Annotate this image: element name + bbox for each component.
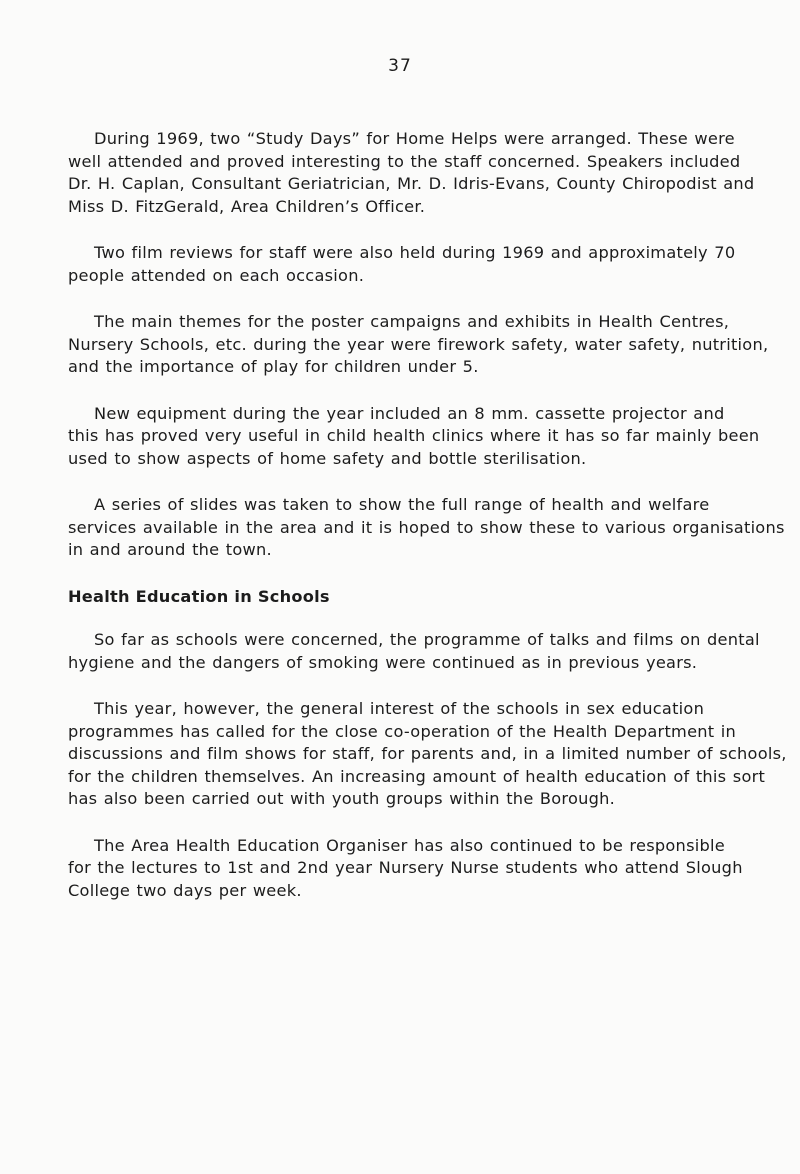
paragraph-film-reviews <box>68 242 773 287</box>
page-number: 37 <box>388 56 412 76</box>
paragraph-new-equipment <box>68 403 773 471</box>
paragraph-slides <box>68 494 785 562</box>
text-line: A series of slides was taken to show the full range of health and welfare <box>94 495 710 514</box>
text-line: This year, however, the general interest of the schools in sex education <box>94 699 705 718</box>
text-line: The Area Health Education Organiser has also continued to be responsible <box>94 835 725 855</box>
text-line: Miss D. FitzGerald, Area Children’s Officer. <box>68 196 426 216</box>
paragraph-group-intro <box>68 128 785 562</box>
text-line: programmes has called for the close co-operation of the Health Department in <box>68 721 737 741</box>
text-line: Dr. H. Caplan, Consultant Geriatrician, Mr. D. Idris-Evans, County Chiropodist and <box>68 174 755 193</box>
paragraph-sex-education <box>68 698 787 811</box>
text-line: During 1969, two “Study Days” for Home Helps were arranged. These were <box>94 129 735 148</box>
text-line: well attended and proved interesting to the staff concerned. Speakers included <box>68 151 741 171</box>
text-line: Nursery Schools, etc. during the year were firework safety, water safety, nutrition, <box>68 334 769 354</box>
text-line: Two film reviews for staff were also held during 1969 and approximately 70 <box>94 243 736 262</box>
text-line: in and around the town. <box>68 540 272 559</box>
paragraph-nursery-nurse <box>68 835 773 903</box>
text-line: services available in the area and it is hoped to show these to various organisations <box>68 517 785 537</box>
paragraph-dental-smoking <box>68 629 773 674</box>
text-line: used to show aspects of home safety and bottle sterilisation. <box>68 448 587 468</box>
text-line: New equipment during the year included an 8 mm. cassette projector and <box>94 403 725 423</box>
text-line: hygiene and the dangers of smoking were continued as in previous years. <box>68 652 698 672</box>
text-line: So far as schools were concerned, the programme of talks and films on dental <box>94 630 760 649</box>
text-line: for the children themselves. An increasing amount of health education of this sort <box>68 766 766 786</box>
text-line: discussions and film shows for staff, for parents and, in a limited number of schools, <box>68 744 787 763</box>
text-line: for the lectures to 1st and 2nd year Nursery Nurse students who attend Slough <box>68 858 743 877</box>
section-heading: Health Education in Schools <box>68 586 330 606</box>
text-line: this has proved very useful in child health clinics where it has so far mainly been <box>68 426 760 445</box>
text-line: The main themes for the poster campaigns and exhibits in Health Centres, <box>94 312 730 331</box>
paragraph-group-schools <box>68 629 787 902</box>
text-line: and the importance of play for children under 5. <box>68 357 479 376</box>
text-line: College two days per week. <box>68 880 302 900</box>
page-body <box>68 128 787 926</box>
text-line: has also been carried out with youth groups within the Borough. <box>68 789 616 808</box>
paragraph-poster-campaigns <box>68 311 773 379</box>
text-line: people attended on each occasion. <box>68 265 365 285</box>
paragraph-study-days <box>68 128 773 218</box>
